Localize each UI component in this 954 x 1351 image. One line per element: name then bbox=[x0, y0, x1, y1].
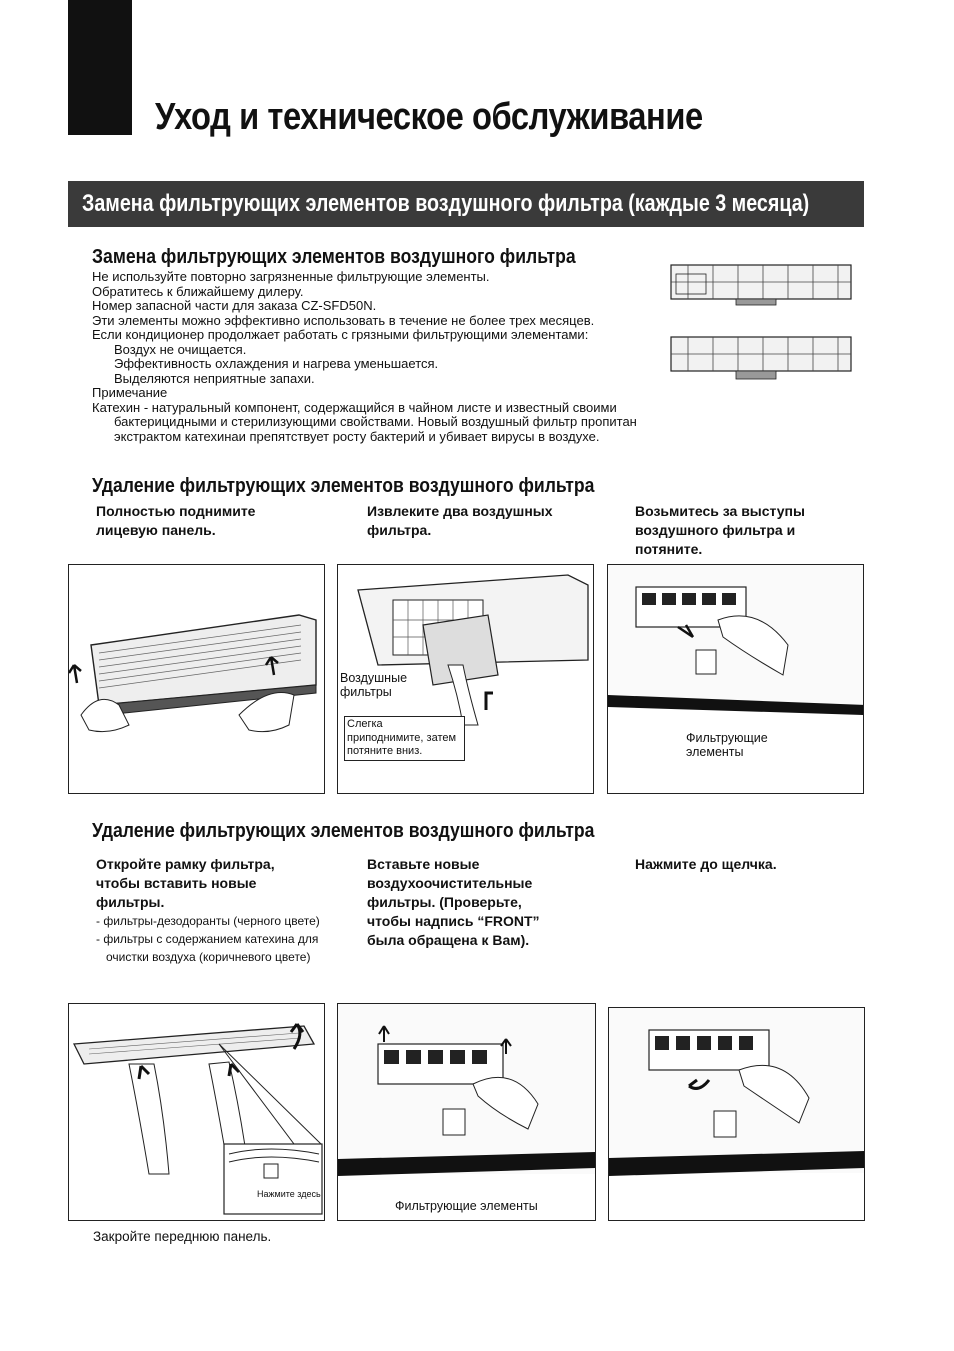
caption-press-here: Нажмите здесь bbox=[257, 1189, 321, 1199]
text-line: Если кондиционер продолжает работать с грязными фильтрующими элементами: bbox=[92, 327, 589, 342]
step-4-text: Откройте рамку фильтра, чтобы вставить новые фильтры. bbox=[96, 856, 275, 910]
section3-heading: Удаление фильтрующих элементов воздушного фильтра bbox=[92, 820, 595, 842]
text-line: Обратитесь к ближайшему дилеру. bbox=[92, 283, 304, 299]
step-6-text: Нажмите до щелчка. bbox=[635, 856, 777, 872]
illustration-pull-tabs bbox=[607, 564, 864, 794]
note-text: Катехин - натуральный компонент, содержащийся в чайном листе и известный своими бактерицидными и стерилизующими свойствами. Новый воздушный фильтр пропитан экстрактом катехинаи препятствует росту бактерий и убивает вирусы в воздухе. bbox=[92, 399, 637, 444]
sub-item: - фильтры-дезодоранты (черного цвете) bbox=[96, 914, 320, 928]
illustration-open-frame bbox=[68, 1003, 325, 1221]
air-conditioner-icon bbox=[69, 565, 325, 794]
section1-body bbox=[92, 270, 662, 444]
section-banner-text: Замена фильтрующих элементов воздушного фильтра (каждые 3 месяца) bbox=[82, 190, 810, 217]
caption-lift-pull: Слегка приподнимите, затем потяните вниз. bbox=[344, 716, 465, 761]
step-3-text: Возьмитесь за выступы воздушного фильтра и потяните. bbox=[635, 503, 805, 557]
caption-filter-elements-2: Фильтрующие элементы bbox=[395, 1199, 538, 1213]
step-5-text: Вставьте новые воздухоочистительные фильтры. (Проверьте, чтобы надпись “FRONT” была обращена к Вам). bbox=[367, 856, 540, 948]
filter-click-icon bbox=[609, 1008, 865, 1221]
note-label: Примечание bbox=[92, 385, 168, 400]
bullet-item: Эффективность охлаждения и нагрева уменьшается. bbox=[114, 356, 439, 371]
filter-insert-icon bbox=[338, 1004, 596, 1221]
sub-item: - фильтры с содержанием катехина для очистки воздуха (коричневого цвете) bbox=[96, 932, 319, 964]
caption-air-filters: Воздушные фильтры bbox=[340, 671, 420, 699]
chapter-marker bbox=[68, 0, 132, 135]
section1-heading: Замена фильтрующих элементов воздушного фильтра bbox=[92, 246, 576, 268]
illustration-lift-panel bbox=[68, 564, 325, 794]
step-1-text: Полностью поднимите лицевую панель. bbox=[96, 503, 256, 538]
footer-note: Закройте переднюю панель. bbox=[93, 1229, 272, 1244]
filter-elements-illustration bbox=[668, 262, 860, 392]
illustration-press-click bbox=[608, 1007, 865, 1221]
illustration-remove-filters bbox=[337, 564, 594, 794]
text-line: Номер запасной части для заказа CZ-SFD50N. bbox=[92, 298, 377, 313]
text-line: Не используйте повторно загрязненные фильтрующие элементы. bbox=[92, 269, 490, 284]
bullet-item: Выделяются неприятные запахи. bbox=[114, 370, 315, 386]
step-2-text: Извлеките два воздушных фильтра. bbox=[367, 503, 553, 538]
section2-heading: Удаление фильтрующих элементов воздушного фильтра bbox=[92, 475, 595, 497]
illustration-insert-filters bbox=[337, 1003, 596, 1221]
page-title: Уход и техническое обслуживание bbox=[155, 96, 703, 138]
bullet-item: Воздух не очищается. bbox=[114, 341, 247, 357]
step-4-subitems bbox=[96, 912, 328, 966]
filter-frame-icon bbox=[608, 565, 864, 794]
caption-filter-elements: Фильтрующие элементы bbox=[686, 731, 768, 759]
text-line: Эти элементы можно эффективно использовать в течение не более трех месяцев. bbox=[92, 312, 595, 328]
